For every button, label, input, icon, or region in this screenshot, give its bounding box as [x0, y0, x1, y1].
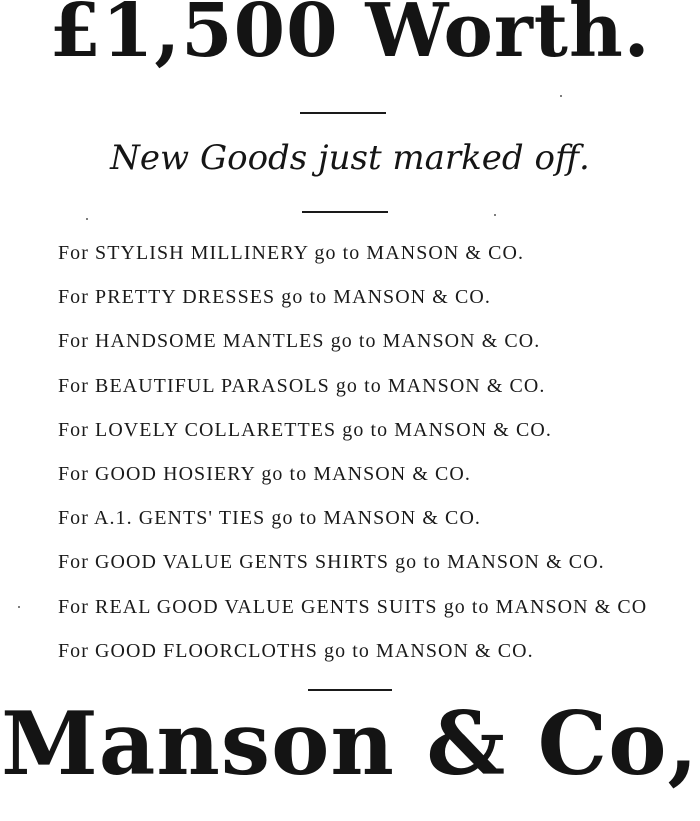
list-item: For HANDSOME MANTLES go to MANSON & CO. [58, 330, 541, 353]
print-speck [18, 606, 20, 608]
list-item: For GOOD FLOORCLOTHS go to MANSON & CO. [58, 639, 534, 662]
list-item: For GOOD HOSIERY go to MANSON & CO. [58, 462, 471, 485]
list-item: For PRETTY DRESSES go to MANSON & CO. [58, 286, 491, 309]
print-speck [494, 214, 496, 216]
print-speck [560, 95, 562, 97]
subheadline: New Goods just marked off. [110, 138, 590, 178]
list-item: For STYLISH MILLINERY go to MANSON & CO. [58, 242, 525, 264]
list-item: For A.1. GENTS' TIES go to MANSON & CO. [58, 507, 482, 530]
divider-rule-top [300, 112, 386, 114]
list-item: For BEAUTIFUL PARASOLS go to MANSON & CO. [58, 374, 546, 397]
headline: £1,500 Worth. [49, 0, 651, 74]
list-item: For REAL GOOD VALUE GENTS SUITS go to MANSON & CO [58, 595, 648, 618]
divider-rule-middle [302, 211, 388, 213]
divider-rule-bottom [308, 689, 392, 691]
goods-list [58, 240, 698, 682]
list-item: For LOVELY COLLARETTES go to MANSON & CO. [58, 418, 552, 441]
list-item: For GOOD VALUE GENTS SHIRTS go to MANSON & CO. [58, 551, 605, 574]
shop-name: Manson & Co, [1, 692, 699, 795]
print-speck [86, 218, 88, 220]
